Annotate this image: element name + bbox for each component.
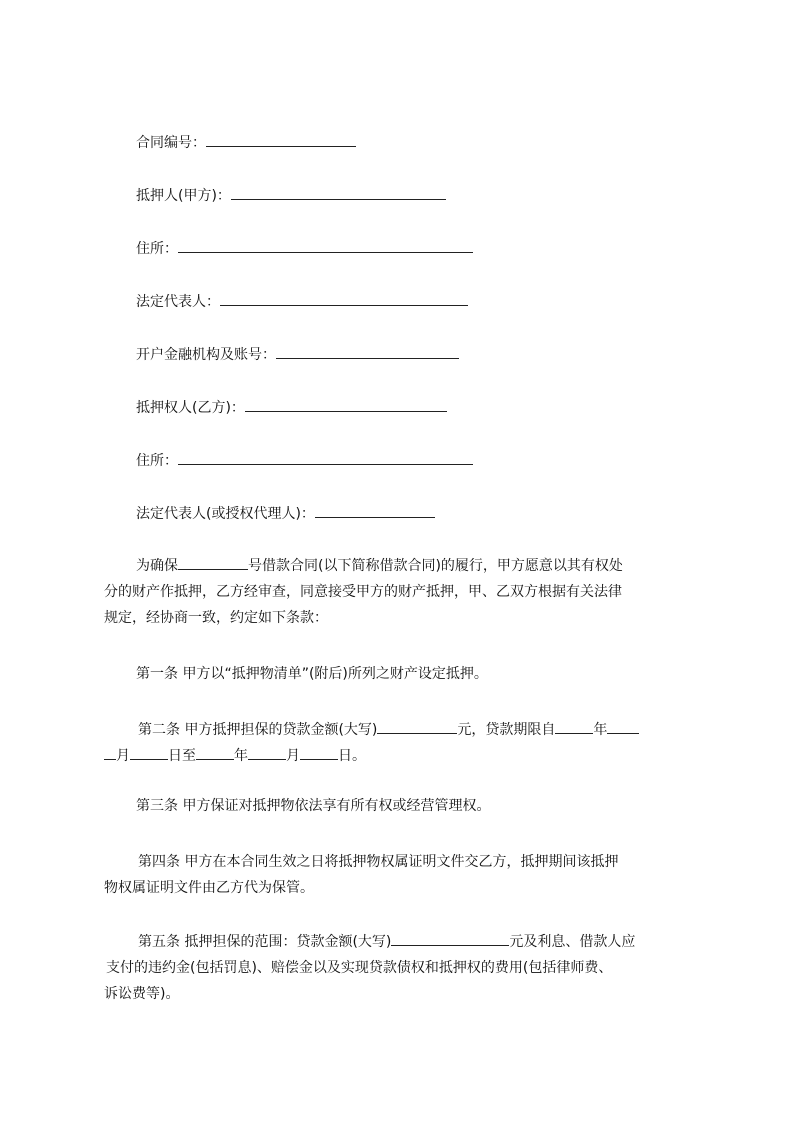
- mortgagee-blank[interactable]: [245, 397, 447, 412]
- article-2-text-b: 元，贷款期限自: [457, 722, 556, 738]
- contract-number-label: 合同编号：: [136, 135, 206, 151]
- mortgagor-address-blank[interactable]: [178, 238, 473, 253]
- article-3-text: 第三条 甲方保证对抵押物依法享有所有权或经营管理权。: [136, 798, 491, 814]
- bank-account-field: [136, 344, 459, 364]
- article-2-text-a: 第二条 甲方抵押担保的贷款金额(大写): [138, 722, 378, 738]
- article-5-text-c: 支付的违约金(包括罚息)、赔偿金以及实现贷款债权和抵押权的费用(包括律师费、: [106, 960, 613, 976]
- intro-text-c: 分的财产作抵押，乙方经审查，同意接受甲方的财产抵押，甲、乙双方根据有关法律: [104, 584, 622, 600]
- start-month-blank-a[interactable]: [607, 719, 639, 734]
- intro-text-d: 规定，经协商一致，约定如下条款：: [104, 610, 328, 626]
- mortgagor-representative-label: 法定代表人：: [136, 294, 220, 310]
- mortgagor-address-field: [136, 238, 473, 258]
- intro-text-a: 为确保: [136, 558, 178, 574]
- mortgagee-address-label: 住所：: [136, 453, 178, 469]
- contract-number-blank[interactable]: [206, 132, 356, 147]
- mortgagor-blank[interactable]: [231, 185, 446, 200]
- article-2: [104, 717, 704, 769]
- mortgagee-label: 抵押权人(乙方)：: [136, 400, 245, 416]
- article-1-text: 第一条 甲方以“抵押物清单”(附后)所列之财产设定抵押。: [136, 666, 488, 682]
- start-month-blank-b[interactable]: [104, 745, 116, 760]
- article-3: [136, 796, 490, 816]
- end-year-blank[interactable]: [196, 745, 234, 760]
- start-year-blank[interactable]: [555, 719, 593, 734]
- mortgagor-representative-field: [136, 291, 468, 311]
- mortgagee-representative-field: [136, 503, 435, 523]
- intro-paragraph: [104, 553, 704, 631]
- loan-contract-number-blank[interactable]: [178, 555, 248, 570]
- bank-account-label: 开户金融机构及账号：: [136, 347, 276, 363]
- mortgagor-address-label: 住所：: [136, 241, 178, 257]
- mortgagor-representative-blank[interactable]: [220, 291, 468, 306]
- article-5-text-a: 第五条 抵押担保的范围：贷款金额(大写): [138, 934, 392, 950]
- article-4: [104, 849, 704, 901]
- mortgagor-field: [136, 185, 446, 205]
- loan-amount-blank[interactable]: [377, 719, 457, 734]
- article-5-text-d: 诉讼费等)。: [104, 986, 180, 1002]
- mortgagor-label: 抵押人(甲方)：: [136, 188, 231, 204]
- guarantee-amount-blank[interactable]: [391, 931, 509, 946]
- mortgagee-address-field: [136, 450, 473, 470]
- article-1: [136, 664, 488, 684]
- article-2-text-d: 月: [116, 748, 130, 764]
- article-5: [104, 929, 704, 1007]
- end-month-blank[interactable]: [248, 745, 286, 760]
- mortgagee-field: [136, 397, 447, 417]
- article-2-text-c: 年: [593, 722, 608, 738]
- article-2-text-e: 日至: [168, 748, 196, 764]
- contract-number-field: [136, 132, 356, 152]
- intro-text-b: 号借款合同(以下简称借款合同)的履行，甲方愿意以其有权处: [248, 558, 623, 574]
- mortgagee-address-blank[interactable]: [178, 450, 473, 465]
- article-2-text-f: 年: [234, 748, 248, 764]
- end-day-blank[interactable]: [300, 745, 338, 760]
- article-4-text-b: 物权属证明文件由乙方代为保管。: [104, 880, 314, 896]
- mortgagee-representative-label: 法定代表人(或授权代理人)：: [136, 506, 315, 522]
- article-2-text-h: 日。: [338, 748, 366, 764]
- mortgagee-representative-blank[interactable]: [315, 503, 435, 518]
- article-4-text-a: 第四条 甲方在本合同生效之日将抵押物权属证明文件交乙方，抵押期间该抵押: [138, 854, 619, 870]
- start-day-blank[interactable]: [130, 745, 168, 760]
- article-5-text-b: 元及利息、借款人应: [509, 934, 636, 950]
- article-2-text-g: 月: [286, 748, 300, 764]
- bank-account-blank[interactable]: [276, 344, 459, 359]
